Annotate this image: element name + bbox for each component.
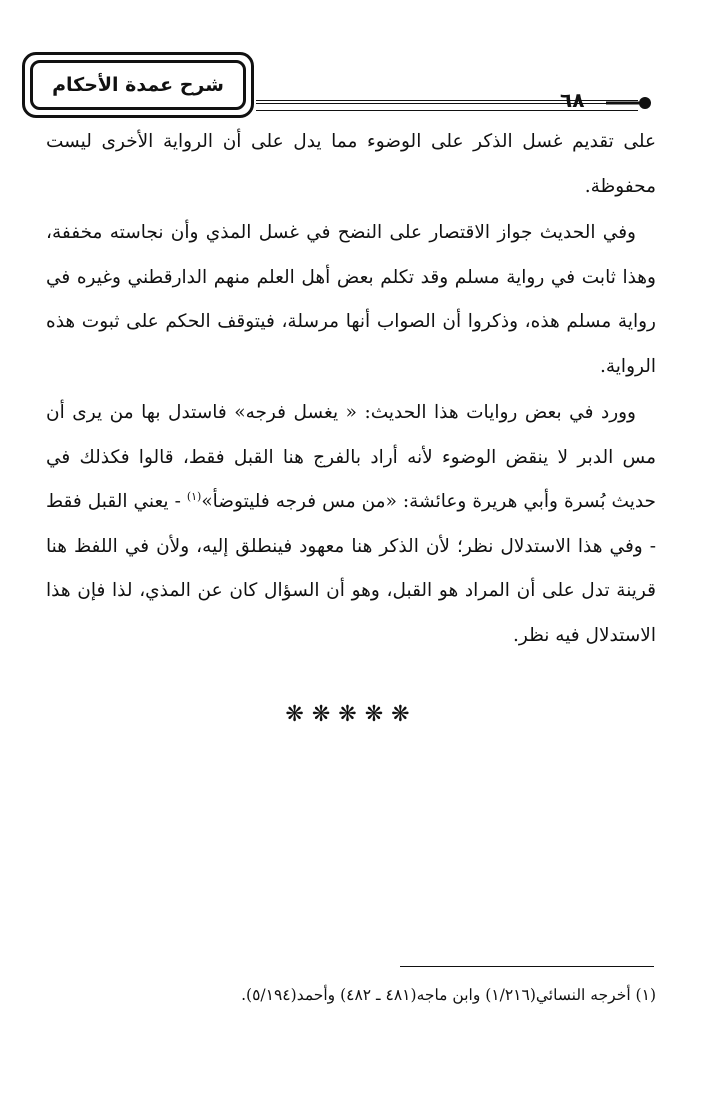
paragraph-3 <box>46 391 656 658</box>
paragraph-3-text-b: - يعني القبل فقط - وفي هذا الاستدلال نظر؛ لأن الذكر هنا معهود فينطلق إليه، ولأن في اللفظ هنا قرينة تدل على أن المراد هو القبل، وهو أن السؤال كان عن المذي، لذا فإن هذا الاستدلال فيه نظر. <box>46 491 656 646</box>
section-separator-stars: ❋❋❋❋❋ <box>285 702 418 727</box>
footnote-reference: (١) <box>186 489 202 503</box>
running-header-box <box>22 52 254 118</box>
paragraph-2: وفي الحديث جواز الاقتصار على النضح في غسل المذي وأن نجاسته مخففة، وهذا ثابت في رواية مسلم وقد تكلم بعض أهل العلم منهم الدارقطني وغيره في رواية مسلم هذه، وذكروا أن الصواب أنها مرسلة، فيتوقف الحكم على ثبوت هذه الرواية. <box>46 222 656 377</box>
page-number: ٦٨ <box>560 88 585 112</box>
footnote-rule <box>400 966 654 967</box>
header-ornament-icon <box>606 96 652 110</box>
running-header-title: شرح عمدة الأحكام <box>52 74 224 96</box>
paragraph-3-text-a: وورد في بعض روايات هذا الحديث: « يغسل فرجه» فاستدل بها من يرى أن مس الدبر لا ينقض الوضوء لأنه أراد بالفرج هنا القبل فقط، قالوا فكذلك في حديث بُسرة وأبي هريرة وعائشة: «من مس فرجه فليتوضأ» <box>46 402 656 512</box>
running-header-inner-frame <box>30 60 246 110</box>
main-text <box>46 120 656 660</box>
footnote-1: (١) أخرجه النسائي(١/٢١٦) وابن ماجه(٤٨١ ـ ٤٨٢) وأحمد(٥/١٩٤). <box>241 986 656 1004</box>
paragraph-1: على تقديم غسل الذكر على الوضوء مما يدل على أن الرواية الأخرى ليست محفوظة. <box>46 131 656 197</box>
